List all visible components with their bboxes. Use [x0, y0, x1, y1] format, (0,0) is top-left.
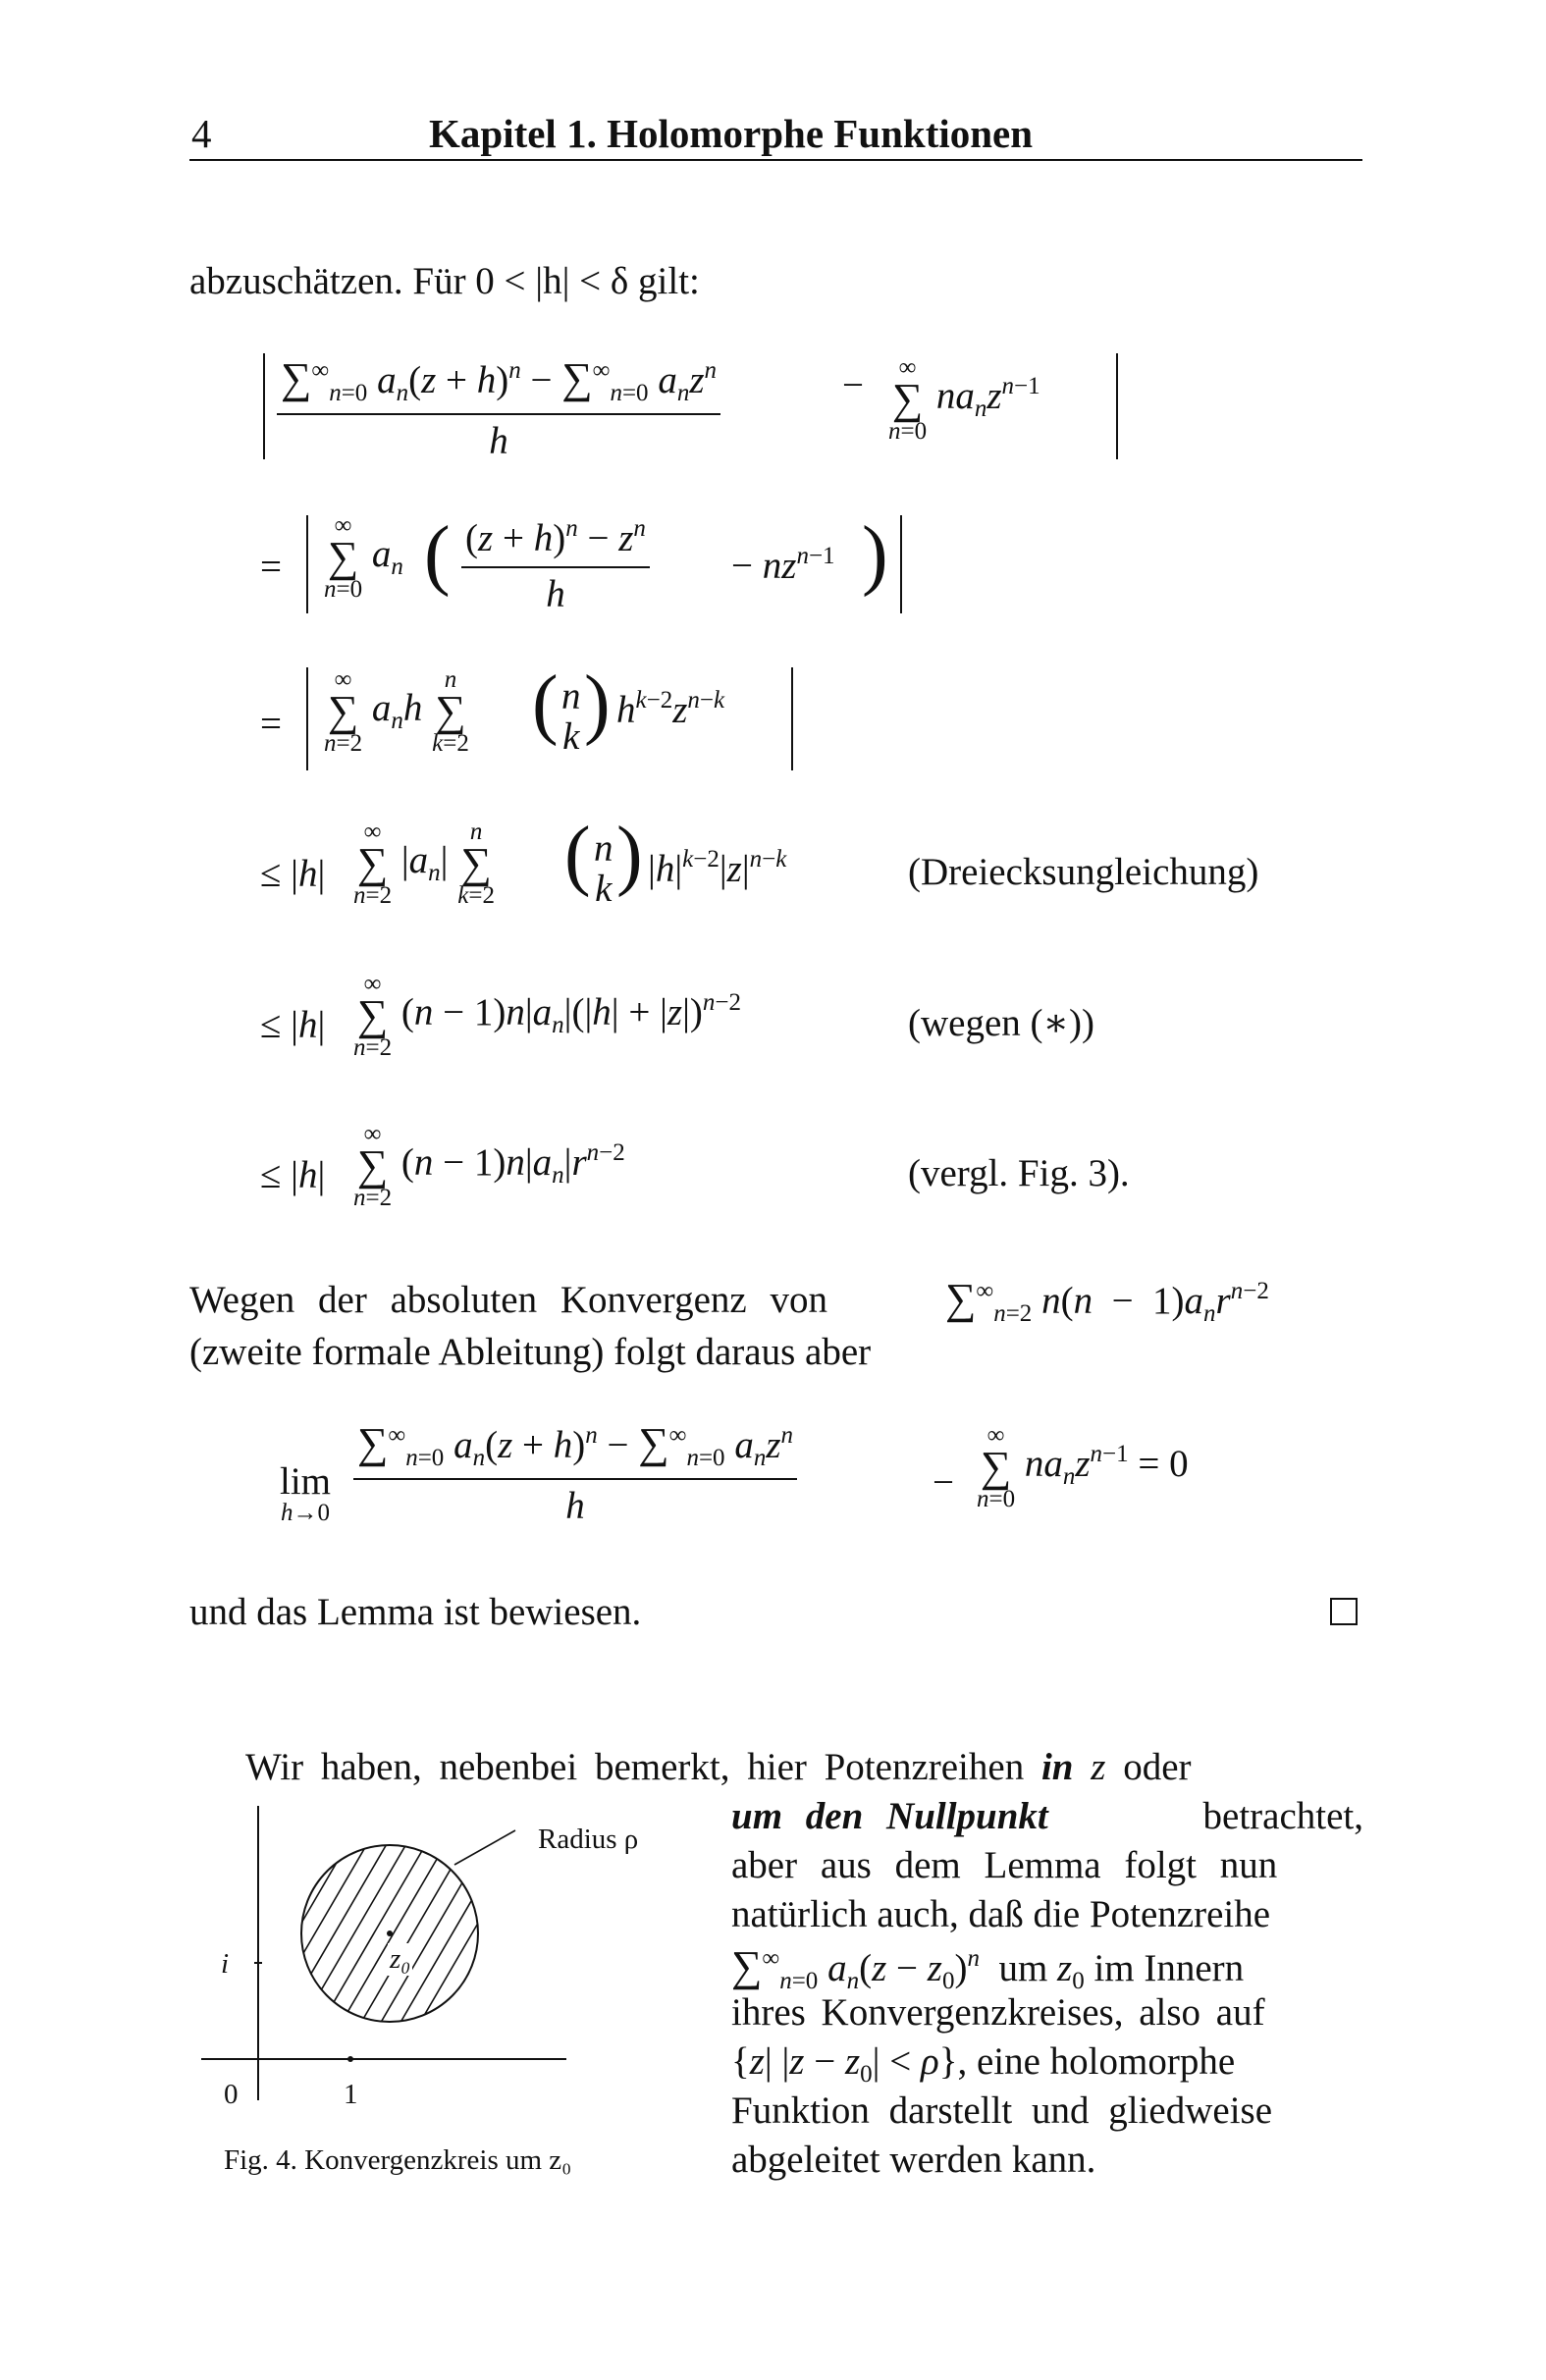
annotation-vergl: (vergl. Fig. 3). — [908, 1152, 1130, 1194]
side-text-line-8: Funktion darstellt und gliedweise — [731, 2089, 1273, 2132]
page-number: 4 — [191, 111, 212, 156]
qed-box-icon — [1330, 1598, 1358, 1625]
figure-center-label: z₀ — [390, 1943, 411, 1975]
side-text-line-5: $\sum^\infty_{n=0}$ $a_n(z - z_0)^n$ um $z_0$ im Innern — [731, 1942, 1245, 1994]
side-text-line-4: natürlich auch, daß die Potenzreihe — [731, 1893, 1271, 1935]
side-text-line-3: aber aus dem Lemma folgt nun — [731, 1844, 1278, 1886]
circle-hatching — [221, 1825, 535, 2061]
radius-leader — [454, 1830, 515, 1865]
side-text-line-7: {z| $|z - z_0| < \rho$}, eine holomorphe — [731, 2040, 1236, 2088]
figure-caption: Fig. 4. Konvergenzkreis um z₀ — [224, 2144, 572, 2176]
center-point — [387, 1930, 393, 1936]
closing-text: und das Lemma ist bewiesen. — [189, 1591, 642, 1633]
figure-radius-label: Radius ρ — [538, 1824, 639, 1855]
annotation-wegen: (wegen (∗)) — [908, 1002, 1094, 1044]
intro-text: abzuschätzen. Für 0 < |h| < δ gilt: — [189, 260, 700, 302]
side-text-line-1: Wir haben, nebenbei bemerkt, hier Potenzreihen in z oder — [245, 1746, 1192, 1788]
side-text-line-2: um den Nullpunkt betrachtet, — [731, 1795, 1363, 1837]
paragraph-series: $\sum^\infty_{n=2}$ $n(n - 1)a_nr^{n-2}$ — [945, 1275, 1269, 1327]
side-text-line-6: ihres Konvergenzkreises, also auf — [731, 1991, 1265, 2034]
paragraph-line-1: Wegen der absoluten Konvergenz von — [189, 1279, 827, 1321]
figure-axis-1-label: 1 — [344, 2079, 358, 2110]
side-text-line-9: abgeleitet werden kann. — [731, 2139, 1096, 2181]
annotation-triangle: (Dreiecksungleichung) — [908, 851, 1259, 893]
tick-1 — [347, 2056, 353, 2062]
figure-axis-0-label: 0 — [224, 2079, 239, 2110]
header-rule — [189, 159, 1362, 161]
figure-axis-i-label: i — [221, 1948, 230, 1980]
paragraph-line-2: (zweite formale Ableitung) folgt daraus aber — [189, 1331, 872, 1373]
page-header-title: Kapitel 1. Holomorphe Funktionen — [429, 111, 1034, 156]
